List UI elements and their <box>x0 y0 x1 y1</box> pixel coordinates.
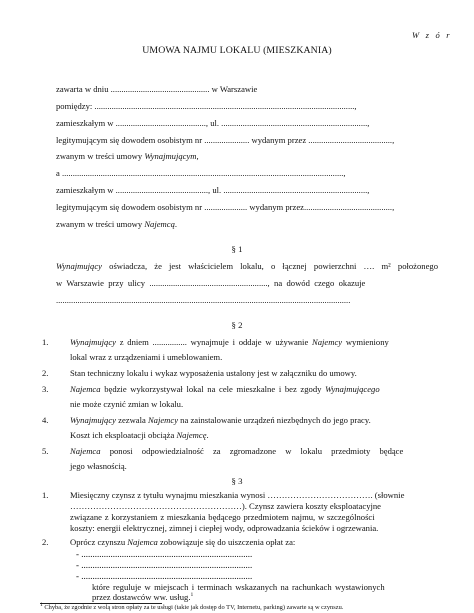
s2-item-5-number: 5. <box>42 446 49 456</box>
s2-item-1-number: 1. <box>42 337 49 347</box>
role-prefix: zwanym w treści umowy <box>56 151 145 161</box>
tenant-term: Najemca <box>127 537 158 547</box>
s3-item-1-line-2: ……………………………………………………). Czynsz zawiera koszty eksploatacyjne <box>70 501 381 511</box>
s2-item-4-number: 4. <box>42 415 49 425</box>
landlord-term: Wynajmującym <box>144 151 197 161</box>
s3-item-2-line-5: które reguluje w miejscach i terminach wskazanych na rachunkach wystawionych <box>92 582 385 592</box>
tenant-term: Najemcy <box>312 337 343 347</box>
s2-item-3-number: 3. <box>42 384 49 394</box>
s3-item-1-line-3: związane z korzystaniem z mieszkania będącego przedmiotem najmu, w szczególności <box>70 512 375 522</box>
s2-item-4-text-a: zezwala <box>115 415 148 425</box>
landlord-term: Wynajmującego <box>325 384 380 394</box>
section-3-heading: § 3 <box>231 476 243 486</box>
footnote-text: Chyba, że zgodnie z wolą stron opłaty za te usługi (takie jak dostęp do TV, Internetu, parking) zawarte są w czynszu. <box>42 604 344 611</box>
s2-item-2-number: 2. <box>42 368 49 378</box>
document-title: UMOWA NAJMU LOKALU (MIESZKANIA) <box>142 45 332 56</box>
section-1-heading: § 1 <box>231 244 243 254</box>
tenant-role-line <box>56 219 177 230</box>
tenant-name-line: a ..................................................................................................................................., <box>56 168 346 178</box>
s3-fee-line-1: - ............................................................................ <box>76 549 253 559</box>
landlord-term: Wynajmujący <box>56 261 102 271</box>
s2-item-4-text-c: Koszt ich eksploatacji obciąża <box>70 430 177 440</box>
tenant-term: Najemcą <box>144 219 175 229</box>
tenant-term: Najemca <box>70 446 101 456</box>
s3-item-2-text-b: zobowiązuje się do uiszczenia opłat za: <box>157 537 296 547</box>
s2-item-3-line-2: nie może czynić zmian w lokalu. <box>70 399 184 409</box>
s3-item-2-number: 2. <box>42 537 49 547</box>
s2-item-1-line-1 <box>70 337 438 348</box>
s2-item-4-line-1 <box>70 415 438 426</box>
s1-line-1-text: oświadcza, że jest właścicielem lokalu, o łącznej powierzchni …. m² położonego <box>101 261 438 271</box>
role-suffix: . <box>174 219 178 229</box>
tenant-id-line: legitymującym się dowodem osobistym nr .................... wydanym przez........................................., <box>56 202 395 212</box>
s2-item-5-line-1 <box>70 446 438 457</box>
s2-item-2-line-1: Stan techniczny lokalu i wykaz wyposażenia ustalony jest w załączniku do umowy. <box>70 368 357 378</box>
footnote-mark: 1 <box>40 601 43 608</box>
s1-line-3: ......................................................................................................................................... <box>56 295 351 305</box>
s1-line-1 <box>56 261 438 272</box>
footnote <box>40 601 344 612</box>
s1-line-2: w Warszawie przy ulicy ......................................................., na dowód czego okazuje <box>56 278 366 288</box>
s3-item-2-line-6-text: przez dostawców ww. usług. <box>92 592 191 602</box>
landlord-term: Wynajmujący <box>70 337 116 347</box>
template-marker: W z ó r <box>412 30 452 40</box>
role-suffix: , <box>196 151 199 161</box>
s2-item-1-line-2: lokal wraz z urządzeniami i umeblowaniem. <box>70 352 223 362</box>
s3-item-2-line-1 <box>70 537 295 548</box>
landlord-address-line: zamieszkałym w .........................................., ul. ...................................................................., <box>56 118 370 128</box>
s2-item-5-line-2: jego własnością. <box>70 461 127 471</box>
s2-item-4-line-2 <box>70 430 209 441</box>
s2-item-4-text-b: na zainstalowanie urządzeń niezbędnych do jego pracy. <box>178 415 371 425</box>
s2-item-5-text: ponosi odpowiedzialność za zgromadzone w lokalu przedmioty będące <box>100 446 404 456</box>
s3-item-1-line-4: koszty: energii elektrycznej, zimnej i ciepłej wody, odprowadzania ścieków i ogrzewania. <box>70 523 379 533</box>
s3-fee-line-2: - ............................................................................ <box>76 560 253 570</box>
s3-item-1-number: 1. <box>42 490 49 500</box>
role-prefix: zwanym w treści umowy <box>56 219 145 229</box>
s2-item-3-line-1 <box>70 384 438 395</box>
s2-item-4-text-d: . <box>206 430 209 440</box>
landlord-term: Wynajmujący <box>70 415 116 425</box>
s3-fee-line-3: - ............................................................................ <box>76 571 253 581</box>
s2-item-1-text-a: z dniem ................ wynajmuje i oddaje w używanie <box>115 337 313 347</box>
intro-date-line: zawarta w dniu .............................................. w Warszawie <box>56 84 258 94</box>
s3-item-2-line-6 <box>92 592 193 603</box>
s2-item-3-text: będzie wykorzystywał lokal na cele mieszkalne i bez zgody <box>100 384 326 394</box>
tenant-term: Najemcy <box>147 415 179 425</box>
landlord-role-line <box>56 151 199 162</box>
tenant-address-line: zamieszkałym w ..........................................., ul. ..................................................................., <box>56 185 370 195</box>
s2-item-1-text-b: wymieniony <box>342 337 389 347</box>
intro-between-line: pomiędzy: ........................................................................................................................., <box>56 101 357 111</box>
tenant-term: Najemcę <box>176 430 207 440</box>
s3-item-1-line-1: Miesięczny czynsz z tytułu wynajmu mieszkania wynosi ………………………………. (słownie <box>70 490 405 500</box>
footnote-reference[interactable]: 1 <box>190 592 194 599</box>
s3-item-2-text-a: Oprócz czynszu <box>70 537 128 547</box>
tenant-term: Najemca <box>70 384 101 394</box>
landlord-id-line: legitymującym się dowodem osobistym nr ..................... wydanym przez ......................................., <box>56 135 395 145</box>
section-2-heading: § 2 <box>231 320 243 330</box>
